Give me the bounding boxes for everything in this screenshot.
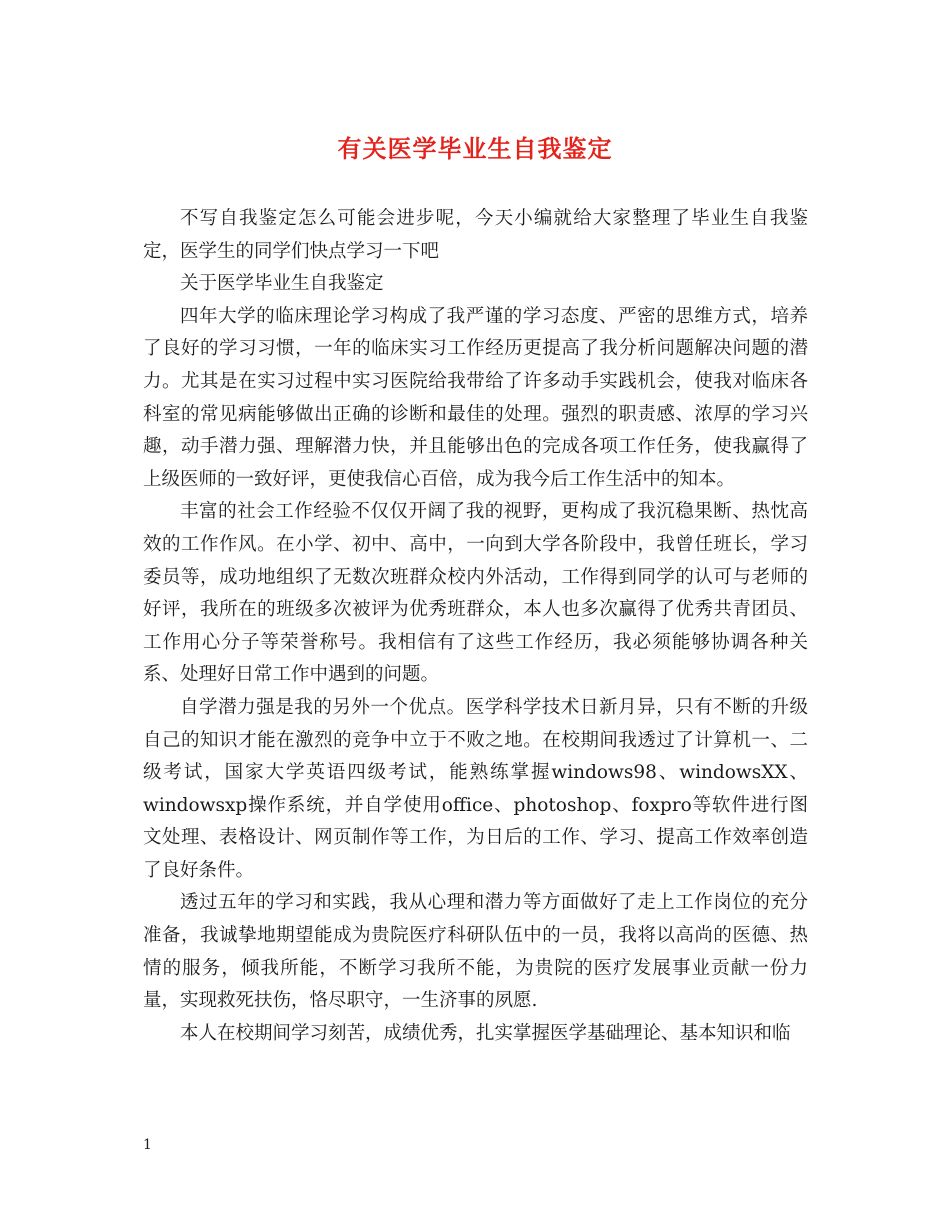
paragraph-clinical-study: 四年大学的临床理论学习构成了我严谨的学习态度、严密的思维方式，培养了良好的学习习惯，一年的临床实习工作经历更提高了我分析问题解决问题的潜力。尤其是在实习过程中实习医院给我带给了许多动手实践机会，使我对临床各科室的常见病能够做出正确的诊断和最佳的处理。强烈的职责感、浓厚的学习兴趣，动手潜力强、理解潜力快，并且能够出色的完成各项工作任务，使我赢得了上级医师的一致好评，更使我信心百倍，成为我今后工作生活中的知本。 <box>143 305 808 490</box>
document-body <box>143 203 808 1050</box>
paragraph-subheading: 关于医学毕业生自我鉴定 <box>180 273 384 295</box>
paragraph-preparation: 透过五年的学习和实践，我从心理和潜力等方面做好了走上工作岗位的充分准备，我诚挚地期望能成为贵院医疗科研队伍中的一员，我将以高尚的医德、热情的服务，倾我所能，不断学习我所不能，为贵院的医疗发展事业贡献一份力量，实现救死扶伤，恪尽职守，一生济事的夙愿. <box>143 892 808 1012</box>
page-number: 1 <box>143 1137 152 1153</box>
paragraph-self-study: 自学潜力强是我的另外一个优点。医学科学技术日新月异，只有不断的升级自己的知识才能在激烈的竞争中立于不败之地。在校期间我透过了计算机一、二级考试，国家大学英语四级考试，能熟练掌握windows98、windowsXX、windowsxp操作系统，并自学使用office、photoshop、foxpro等软件进行图文处理、表格设计、网页制作等工作，为日后的工作、学习、提高工作效率创造了良好条件。 <box>143 696 808 881</box>
paragraph-continued: 本人在校期间学习刻苦，成绩优秀，扎实掌握医学基础理论、基本知识和临 <box>180 1022 791 1044</box>
paragraph-social-work: 丰富的社会工作经验不仅仅开阔了我的视野，更构成了我沉稳果断、热忱高效的工作作风。在小学、初中、高中，一向到大学各阶段中，我曾任班长，学习委员等，成功地组织了无数次班群众校内外活动，工作得到同学的认可与老师的好评，我所在的班级多次被评为优秀班群众，本人也多次赢得了优秀共青团员、工作用心分子等荣誉称号。我相信有了这些工作经历，我必须能够协调各种关系、处理好日常工作中遇到的问题。 <box>143 501 808 686</box>
paragraph-intro: 不写自我鉴定怎么可能会进步呢，今天小编就给大家整理了毕业生自我鉴定，医学生的同学们快点学习一下吧 <box>143 208 808 262</box>
document-title: 有关医学毕业生自我鉴定 <box>337 134 613 163</box>
